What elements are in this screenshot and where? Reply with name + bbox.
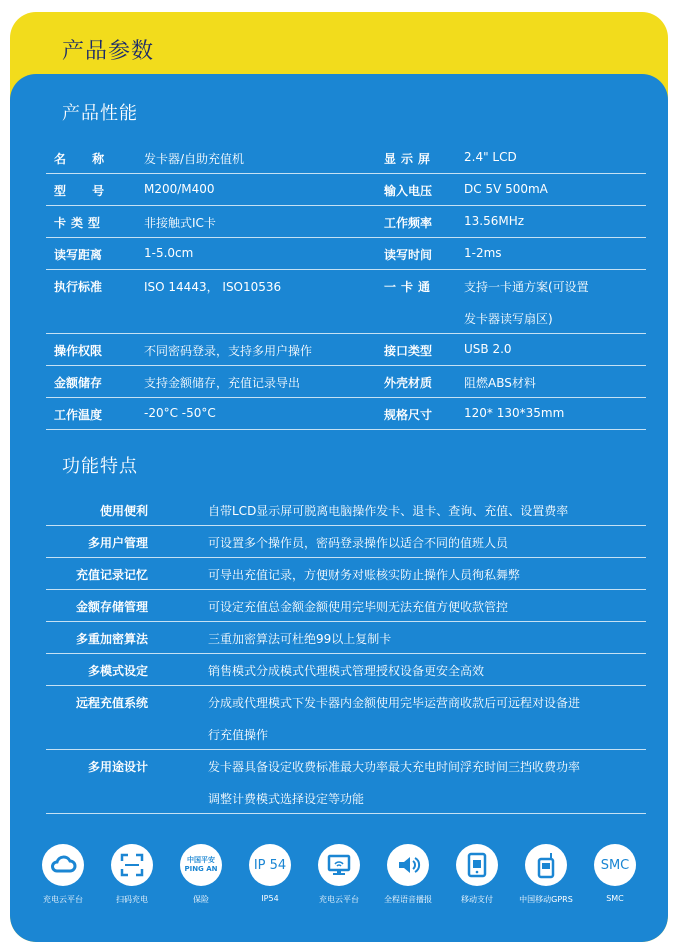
row-label: 工作温度 <box>54 408 103 422</box>
row-label: 输入电压 <box>384 184 433 198</box>
ip54-icon <box>249 844 291 886</box>
features-table <box>46 494 646 814</box>
feature-text: 可导出充值记录，方便财务对账核实防止操作人员徇私舞弊 <box>208 568 521 582</box>
mobile-pay-icon <box>456 844 498 886</box>
spec-panel <box>10 74 668 942</box>
icon-item <box>511 844 581 905</box>
icon-label: 充电云平台 <box>43 895 83 904</box>
feature-label: 使用便利 <box>99 504 148 518</box>
feature-label: 多模式设定 <box>87 664 148 678</box>
table-row <box>46 366 646 398</box>
row-label: 工作频率 <box>384 216 433 230</box>
table-row <box>46 686 646 750</box>
icon-item <box>373 844 443 905</box>
icon-label: 充电云平台 <box>319 895 359 904</box>
table-row <box>46 142 646 174</box>
table-row <box>46 334 646 366</box>
icon-item <box>235 844 305 903</box>
icon-item <box>580 844 650 903</box>
features-title: 功能特点 <box>62 456 138 477</box>
feature-label: 金额存储管理 <box>75 600 148 614</box>
scan-icon <box>111 844 153 886</box>
row-value: -20°C -50°C <box>144 406 216 420</box>
feature-text: 发卡器具备设定收费标准最大功率最大充电时间浮充时间三挡收费功率 <box>208 760 581 774</box>
performance-title: 产品性能 <box>62 103 138 124</box>
performance-table <box>46 142 646 430</box>
feature-text-continued: 行充值操作 <box>208 728 269 742</box>
row-value-continued: 发卡器读写扇区) <box>464 312 553 326</box>
feature-label: 多用户管理 <box>87 536 148 550</box>
feature-text: 三重加密算法可杜绝99以上复制卡 <box>208 632 392 646</box>
table-row <box>46 622 646 654</box>
table-row <box>46 174 646 206</box>
feature-label: 充值记录记忆 <box>75 568 148 582</box>
row-value: 2.4" LCD <box>464 150 517 164</box>
feature-text-continued: 调整计费模式选择设定等功能 <box>208 792 365 806</box>
table-row <box>46 750 646 814</box>
icon-item <box>28 844 98 905</box>
row-value: 1-2ms <box>464 246 502 260</box>
feature-text: 可设定充值总金额金额使用完毕则无法充值方便收款管控 <box>208 600 509 614</box>
table-row <box>46 494 646 526</box>
gprs-icon <box>525 844 567 886</box>
icon-item <box>304 844 374 905</box>
icon-label: 移动支付 <box>461 895 493 904</box>
row-value: 支持金额储存，充值记录导出 <box>144 376 301 390</box>
row-label: 显示屏 <box>384 152 436 166</box>
smc-badge-text: SMC <box>600 857 630 873</box>
icon-label: 中国移动GPRS <box>519 895 573 904</box>
icon-label: SMC <box>606 894 624 903</box>
row-value: DC 5V 500mA <box>464 182 548 196</box>
row-value: 阻燃ABS材料 <box>464 376 536 390</box>
row-label: 执行标准 <box>54 280 103 294</box>
feature-label: 远程充值系统 <box>75 696 148 710</box>
logo-text-en: PING AN <box>184 865 218 873</box>
feature-text: 销售模式分成模式代理模式管理授权设备更安全高效 <box>208 664 485 678</box>
logo-text-cn: 中国平安 <box>187 856 215 864</box>
feature-text: 可设置多个操作员，密码登录操作以适合不同的值班人员 <box>208 536 509 550</box>
table-row <box>46 558 646 590</box>
row-value: 13.56MHz <box>464 214 525 228</box>
row-value: 支持一卡通方案(可设置 <box>464 280 589 294</box>
ip54-badge-text: IP 54 <box>253 857 287 873</box>
row-label: 名 称 <box>54 152 116 166</box>
table-row <box>46 526 646 558</box>
cloud-icon <box>42 844 84 886</box>
row-label: 读写距离 <box>54 248 103 262</box>
row-label: 外壳材质 <box>384 376 433 390</box>
row-value: 不同密码登录，支持多用户操作 <box>144 344 313 358</box>
row-label: 操作权限 <box>54 344 103 358</box>
icon-label: 保险 <box>193 895 209 904</box>
spec-card <box>10 12 668 942</box>
row-label: 读写时间 <box>384 248 433 262</box>
table-row <box>46 270 646 334</box>
feature-text: 自带LCD显示屏可脱离电脑操作发卡、退卡、查询、充值、设置费率 <box>208 504 569 518</box>
row-label: 规格尺寸 <box>384 408 433 422</box>
row-label: 接口类型 <box>384 344 433 358</box>
row-value: 120* 130*35mm <box>464 406 565 420</box>
table-row <box>46 654 646 686</box>
table-row <box>46 206 646 238</box>
row-value: M200/M400 <box>144 182 215 196</box>
row-label: 型 号 <box>54 184 116 198</box>
row-value: 1-5.0cm <box>144 246 194 260</box>
row-value: 发卡器/自助充值机 <box>144 152 245 166</box>
monitor-icon <box>318 844 360 886</box>
icon-label: 全程语音播报 <box>384 895 432 904</box>
icon-item <box>166 844 236 905</box>
feature-label: 多重加密算法 <box>75 632 148 646</box>
smc-icon <box>594 844 636 886</box>
icon-item <box>97 844 167 905</box>
table-row <box>46 398 646 430</box>
row-value: ISO 14443， ISO10536 <box>144 280 282 294</box>
row-label: 金额储存 <box>54 376 103 390</box>
pingan-insurance-icon <box>180 844 222 886</box>
icon-label: 扫码充电 <box>116 895 148 904</box>
feature-icons <box>28 844 650 924</box>
table-row <box>46 238 646 270</box>
row-value: 非接触式IC卡 <box>144 216 216 230</box>
icon-label: IP54 <box>261 894 279 903</box>
feature-text: 分成或代理模式下发卡器内金额使用完毕运营商收款后可远程对设备进 <box>208 696 581 710</box>
page-title: 产品参数 <box>62 39 155 64</box>
icon-item <box>442 844 512 905</box>
speaker-icon <box>387 844 429 886</box>
table-row <box>46 590 646 622</box>
row-label: 一卡通 <box>384 280 436 294</box>
row-label: 卡类型 <box>54 216 106 230</box>
row-value: USB 2.0 <box>464 342 512 356</box>
feature-label: 多用途设计 <box>87 760 148 774</box>
